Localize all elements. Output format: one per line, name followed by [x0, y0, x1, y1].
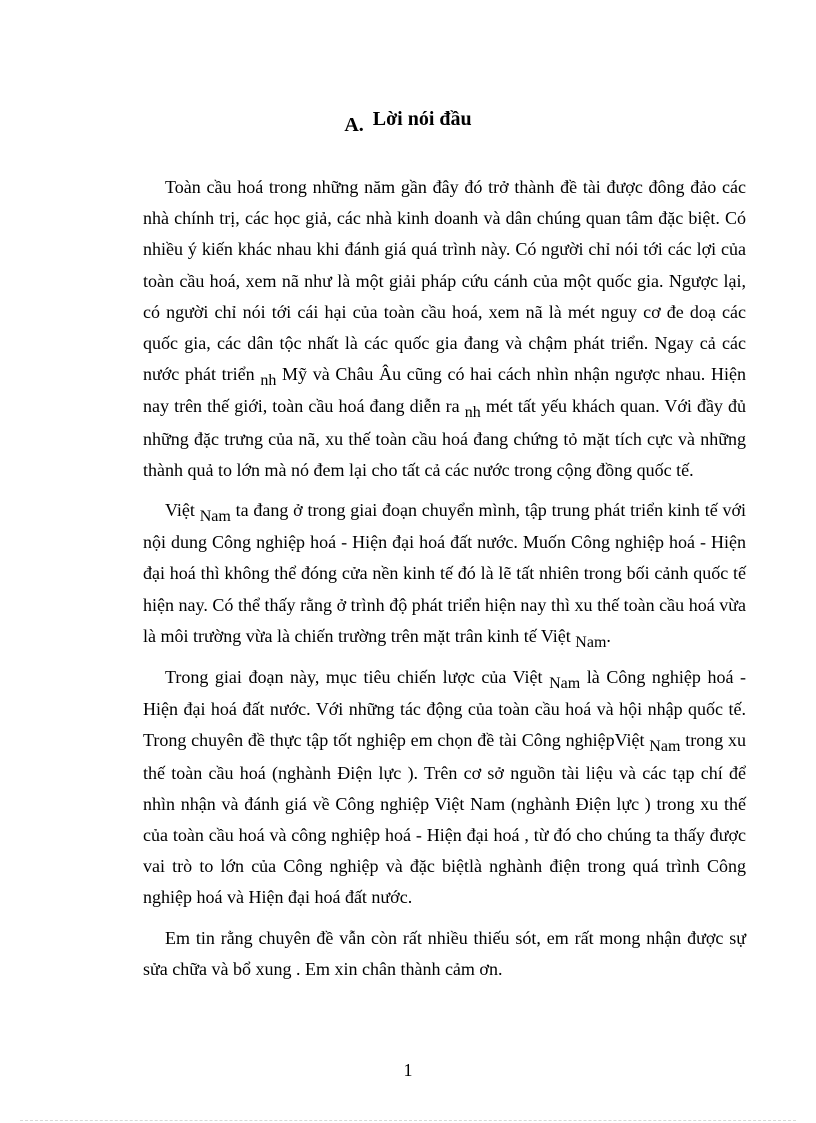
text-run: Toàn cầu hoá trong những năm gần đây đó trở thành đề tài được đông đảo các nhà chính trị, các học giả, các nhà kinh doanh và dân chúng quan tâm đặc biệt. Có nhiều ý kiến khác nhau khi đánh giá quá trình này. Có người chỉ nói tới các lợi của toàn cầu hoá, xem nã như là một giải pháp cứu cánh của một quốc gia. Ngược lại, có người chỉ nói tới cái hại của toàn cầu hoá, xem nã là mét nguy cơ đe doạ các quốc gia, các dân tộc nhất là các quốc gia đang và chậm phát triển. Ngay cả các nước phát triển	[143, 177, 746, 385]
text-run: Trong giai đoạn này, mục tiêu chiến lược của Việt	[165, 667, 550, 688]
body-text	[143, 172, 746, 994]
text-run-lowered: nh	[464, 404, 481, 422]
text-run-lowered: nh	[260, 372, 277, 390]
text-run: Việt	[165, 500, 200, 521]
paragraph-2	[143, 495, 746, 653]
text-run-lowered: Nam	[575, 633, 607, 651]
text-run: ta đang ở trong giai đoạn chuyển mình, tập trung phát triển kinh tế với nội dung Công nghiệp hoá - Hiện đại hoá đất nước. Muốn Công nghiệp hoá - Hiện đại hoá thì không thể đóng cửa nền kinh tế đó là lẽ tất nhiên trong bối cảnh quốc tế hiện nay. Có thể thấy rằng ở trình độ phát triển hiện nay thì xu thế toàn cầu hoá vừa là môi trường vừa là chiến trường trên mặt trân kinh tế Việt	[143, 500, 746, 646]
paragraph-1	[143, 172, 746, 486]
text-run: mét tất yếu khách quan. Với đầy đủ những đặc trưng của nã, xu thế toàn cầu hoá đang chứng tỏ mặt tích cực và những thành quả to lớn mà nó đem lại cho tất cả các nước trong cộng đồng quốc tế.	[143, 396, 747, 480]
text-run: Em tin rằng chuyên đề vẫn còn rất nhiều thiếu sót, em rất mong nhận được sự sửa chữa và bổ xung . Em xin chân thành cảm ơn.	[143, 927, 746, 979]
section-number: A.	[344, 114, 364, 136]
text-run: .	[606, 625, 611, 646]
paragraph-3	[143, 662, 746, 914]
text-run-lowered: Nam	[549, 675, 581, 693]
page-bottom-rule	[20, 1120, 796, 1121]
text-run: trong xu thế toàn cầu hoá (nghành Điện lực ). Trên cơ sở nguồn tài liệu và các tạp chí để nhìn nhận và đánh giá về Công nghiệp Việt Nam (nghành Điện lực ) trong xu thế của toàn cầu hoá và công nghiệp hoá - Hiện đại hoá , từ đó cho chúng ta thấy được vai trò to lớn của Công nghiệp và đặc biệtlà nghành điện trong quá trình Công nghiệp hoá và Hiện đại hoá đất nước.	[143, 730, 746, 908]
section-title: Lời nói đầu	[372, 108, 472, 130]
paragraph-4	[143, 923, 746, 985]
page-number: 1	[403, 1060, 413, 1080]
text-run: là Công nghiệp hoá - Hiện đại hoá đất nước. Với những tác động của toàn cầu hoá và hội nhập quốc tế. Trong chuyên đề thực tập tốt nghiệp em chọn đề tài Công nghiệpViệt	[143, 667, 746, 751]
section-heading	[0, 108, 816, 136]
text-run-lowered: Nam	[649, 738, 681, 756]
text-run: Mỹ và Châu Âu cũng có hai cách nhìn nhận ngược nhau. Hiện nay trên thế giới, toàn cầu hoá đang diễn ra	[143, 364, 746, 417]
text-run-lowered: Nam	[199, 508, 231, 526]
